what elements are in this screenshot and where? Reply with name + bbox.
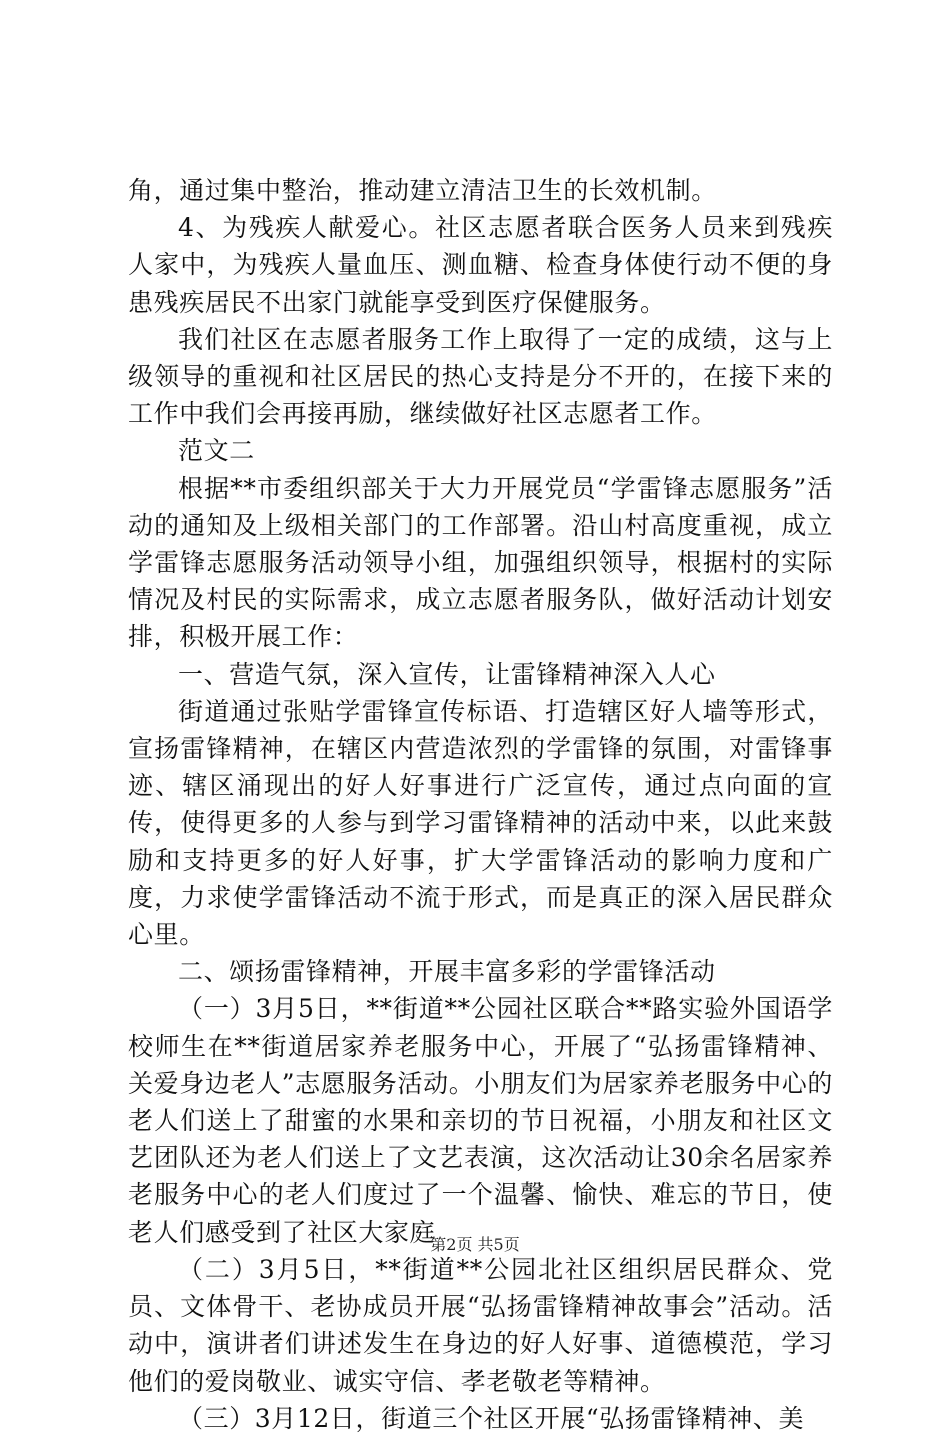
page-footer: 第2页 共5页 <box>430 1235 520 1254</box>
paragraph-10: （二）3月5日，**街道**公园北社区组织居民群众、党员、文体骨干、老协成员开展“弘扬雷锋精神故事会”活动。活动中，演讲者们讲述发生在身边的好人好事、道德模范，学习他们的爱岗敬业、诚实守信、孝老敬老等精神。 <box>128 1254 833 1396</box>
paragraph-11: （三）3月12日，街道三个社区开展“弘扬雷锋精神、美 <box>178 1403 805 1433</box>
section-heading-fanwen-2: 范文二 <box>178 436 255 466</box>
paragraph-2: 4、为残疾人献爱心。社区志愿者联合医务人员来到残疾人家中，为残疾人量血压、测血糖、检查身体使行动不便的身患残疾居民不出家门就能享受到医疗保健服务。 <box>128 213 833 317</box>
paragraph-3: 我们社区在志愿者服务工作上取得了一定的成绩，这与上级领导的重视和社区居民的热心支持是分不开的，在接下来的工作中我们会再接再励，继续做好社区志愿者工作。 <box>128 324 833 429</box>
paragraph-1: 角，通过集中整治，推动建立清洁卫生的长效机制。 <box>128 176 717 205</box>
section-heading-2: 二、颂扬雷锋精神，开展丰富多彩的学雷锋活动 <box>178 957 716 987</box>
paragraph-5: 根据**市委组织部关于大力开展党员“学雷锋志愿服务”活动的通知及上级相关部门的工作部署。沿山村高度重视，成立学雷锋志愿服务活动领导小组，加强组织领导，根据村的实际情况及村民的实际需求，成立志愿者服务队，做好活动计划安排，积极开展工作： <box>128 473 833 652</box>
paragraph-7: 街道通过张贴学雷锋宣传标语、打造辖区好人墙等形式，宣扬雷锋精神，在辖区内营造浓烈的学雷锋的氛围，对雷锋事迹、辖区涌现出的好人好事进行广泛宣传，通过点向面的宣传，使得更多的人参与到学习雷锋精神的活动中来，以此来鼓励和支持更多的好人好事，扩大学雷锋活动的影响力度和广度，力求使学雷锋活动不流于形式，而是真正的深入居民群众心里。 <box>128 696 833 950</box>
paragraph-9: （一）3月5日，**街道**公园社区联合**路实验外国语学校师生在**街道居家养老服务中心，开展了“弘扬雷锋精神、关爱身边老人”志愿服务活动。小朋友们为居家养老服务中心的老人们送上了甜蜜的水果和亲切的节日祝福，小朋友和社区文艺团队还为老人们送上了文艺表演，这次活动让30余名居家养老服务中心的老人们度过了一个温馨、愉快、难忘的节日，使老人们感受到了社区大家庭 <box>128 994 833 1247</box>
section-heading-1: 一、营造气氛，深入宣传，让雷锋精神深入人心 <box>178 659 716 689</box>
